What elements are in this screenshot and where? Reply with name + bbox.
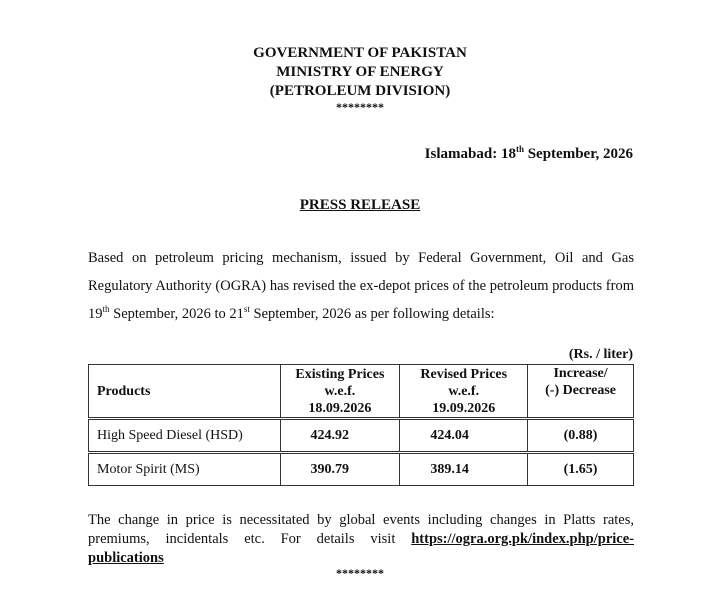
header-existing-prices (280, 365, 400, 419)
intro-text-3: September, 2026 as per following details: (249, 306, 495, 322)
header-products: Products (89, 365, 281, 419)
document-title: PRESS RELEASE (299, 197, 421, 213)
intro-text-2: September, 2026 to 21 (109, 306, 244, 322)
header-existing-line: 18.09.2026 (308, 400, 372, 416)
price-unit-label: (Rs. / liter) (568, 347, 633, 362)
letterhead-division: (PETROLEUM DIVISION) (269, 83, 451, 99)
dateline-ordinal: th (515, 144, 524, 154)
dateline (0, 146, 633, 163)
revised-price: 389.14 (400, 453, 528, 486)
letterhead-government: GOVERNMENT OF PAKISTAN (253, 45, 467, 61)
existing-price: 390.79 (280, 453, 400, 486)
header-change (528, 365, 634, 419)
price-change: (0.88) (528, 419, 634, 453)
closing-line-1: The change in price is necessitated by global events including changes in Platts rates, (88, 512, 634, 528)
header-change-line: (-) Decrease (545, 383, 616, 398)
product-name: Motor Spirit (MS) (89, 453, 281, 486)
closing-line-2 (88, 530, 634, 568)
header-revised-line: 19.09.2026 (432, 400, 496, 416)
header-revised-line: w.e.f. (448, 383, 480, 399)
table-row (89, 453, 634, 486)
dateline-suffix: September, 2026 (523, 146, 633, 162)
intro-ordinal-1: th (102, 304, 110, 315)
header-change-line: Increase/ (553, 366, 608, 381)
intro-ordinal-2: st (243, 304, 250, 315)
price-table-header-row (89, 365, 634, 419)
header-revised-line: Revised Prices (420, 366, 508, 382)
price-table (88, 364, 634, 486)
table-row (89, 419, 634, 453)
letterhead-separator: ******** (336, 100, 384, 114)
closing-text: premiums, incidentals etc. For details visit (88, 531, 412, 547)
dateline-prefix: Islamabad: 18 (424, 146, 516, 162)
letterhead-ministry: MINISTRY OF ENERGY (276, 64, 444, 80)
letterhead (0, 44, 720, 112)
ogra-price-link[interactable]: https://ogra.org.pk/index.php/price-publications (88, 531, 634, 566)
revised-price: 424.04 (400, 419, 528, 453)
header-existing-line: Existing Prices (295, 366, 385, 382)
intro-text-1: Based on petroleum pricing mechanism, issued by Federal Government, Oil and Gas Regulatory Authority (OGRA) has revised the ex-depot prices of the petroleum products from 19 (88, 250, 634, 322)
end-separator: ******** (336, 566, 384, 580)
header-revised-prices (400, 365, 528, 419)
price-change: (1.65) (528, 453, 634, 486)
header-existing-line: w.e.f. (324, 383, 356, 399)
product-name: High Speed Diesel (HSD) (89, 419, 281, 453)
closing-paragraph (88, 511, 634, 568)
existing-price: 424.92 (280, 419, 400, 453)
intro-paragraph (88, 244, 634, 328)
